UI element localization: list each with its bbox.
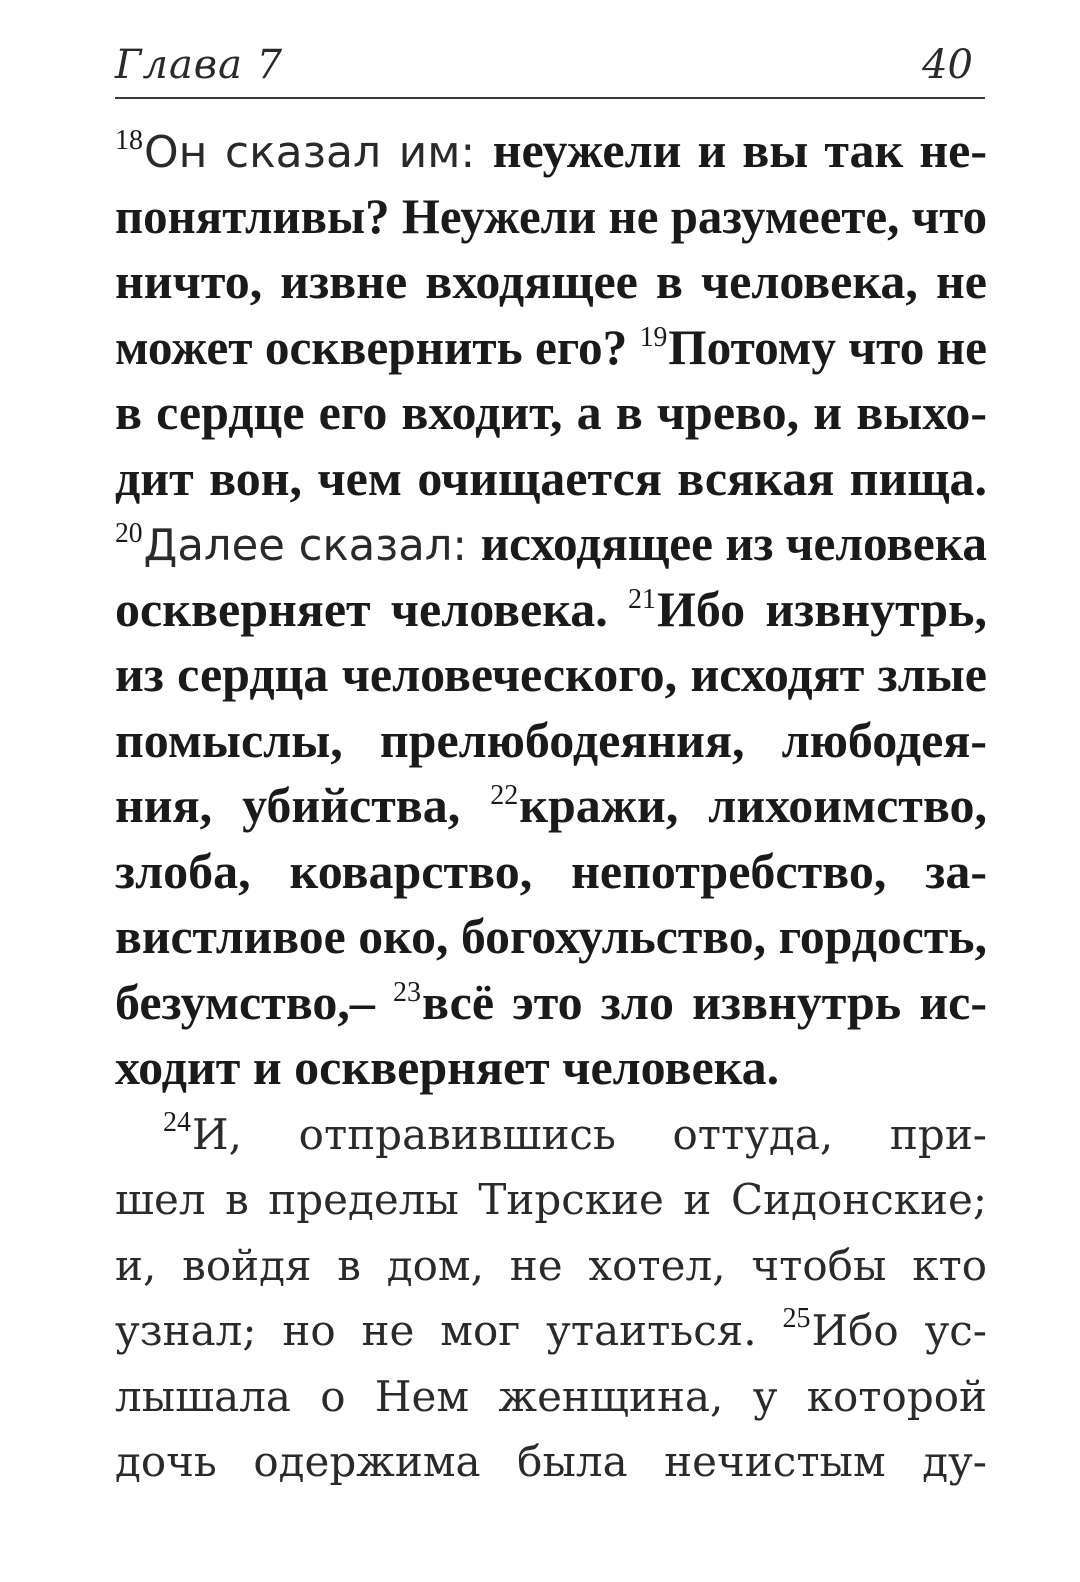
text-line [115,1101,987,1167]
text-line [115,1166,987,1232]
text-line [115,446,987,512]
text-line [115,249,987,315]
verse-number: 19 [639,321,668,353]
text-line [115,773,987,839]
text-line [115,970,987,1036]
text-line [115,904,987,970]
words-of-christ: ходит и оскверняет человека. [115,1039,780,1095]
text-line [115,184,987,250]
verse-text: узнал; но не мог утаиться. [115,1306,783,1355]
text-line [115,1428,987,1494]
words-of-christ: Ибо извнутрь, [656,580,987,637]
verse-text: и, войдя в дом, не хотел, чтобы кто [115,1240,987,1290]
text-line [115,708,987,774]
words-of-christ: кражи, лихоимство, [519,777,987,833]
text-line [115,511,987,577]
text-line [115,1297,987,1363]
text-line [115,315,987,381]
words-of-christ: всё это зло извнутрь ис- [422,973,988,1030]
verse-number: 22 [490,780,519,811]
verse-number: 20 [115,518,143,549]
words-of-christ: дит вон, чем очищается всякая пища. [115,449,987,506]
verse-text: Он сказал им: [144,127,493,178]
page-number: 40 [922,42,973,88]
text-line [115,118,987,184]
words-of-christ: Потому что не [668,318,988,375]
running-header [115,42,985,98]
verse-number: 18 [115,125,143,156]
text-line [115,1363,987,1429]
verse-text: дочь одержима была нечистым ду- [115,1437,987,1486]
verse-number: 23 [393,976,422,1008]
header-rule [115,97,985,99]
chapter-title: Глава 7 [115,42,284,88]
words-of-christ: исходящее из человека [480,515,987,571]
verse-text: Далее сказал: [143,520,481,571]
text-line [115,1232,987,1298]
text-line [115,1035,987,1101]
words-of-christ: в сердце его входит, а в чрево, и выхо- [115,384,987,440]
words-of-christ: ния, убийства, [115,777,491,833]
verse-text: И, отправившись оттуда, при- [192,1109,987,1159]
words-of-christ: понятливы? Неужели не разумеете, что [115,187,988,244]
verse-text: лышала о Нем женщина, у которой [115,1371,987,1421]
text-line [115,577,987,643]
text-line [115,380,987,446]
words-of-christ: из сердца человеческого, исходят злые [115,646,987,702]
words-of-christ: вистливое око, богохульство, гордость, [115,908,988,964]
words-of-christ: помыслы, прелюбодеяния, любодея- [115,711,987,768]
verse-number: 21 [627,583,656,615]
words-of-christ: безумство,– [115,973,394,1030]
verse-text: шел в пределы Тирские и Сидонские; [115,1175,987,1224]
text-line [115,642,987,708]
text-line [115,839,987,905]
words-of-christ: неужели и вы так не- [492,122,988,178]
verse-number: 25 [782,1303,811,1334]
verse-number: 24 [163,1106,191,1138]
words-of-christ: ничто, извне входящее в человека, не [115,253,987,309]
words-of-christ: оскверняет человека. [115,580,628,637]
scripture-text [115,118,987,1494]
verse-text: Ибо ус- [811,1306,987,1355]
words-of-christ: может осквернить его? [115,318,640,375]
words-of-christ: злоба, коварство, непотребство, за- [115,842,987,899]
